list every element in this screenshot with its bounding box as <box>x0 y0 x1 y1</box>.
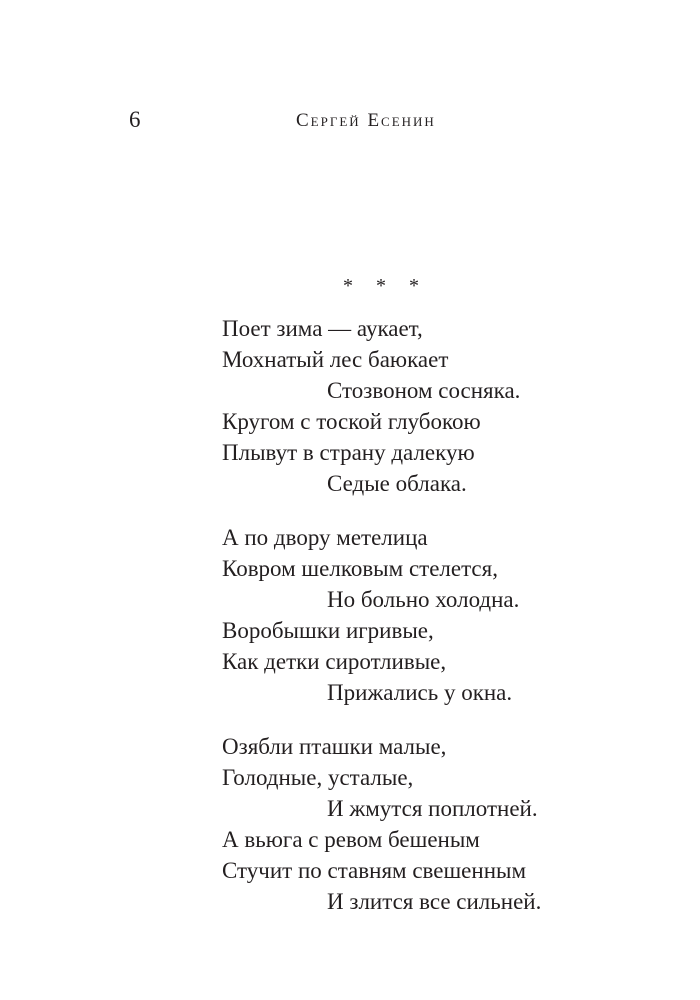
poem-line-indented: И злится все сильней. <box>327 889 542 914</box>
poem-asterism: * * * <box>343 275 428 297</box>
poem-line-indented: Прижались у окна. <box>327 680 513 705</box>
poem-line-indented: Седые облака. <box>327 471 467 496</box>
running-head-author: Сергей Есенин <box>296 110 436 131</box>
poem-line: Плывут в страну далекую <box>222 440 475 465</box>
poem-line: Кругом с тоской глубокою <box>222 409 481 434</box>
poem-line: Голодные, усталые, <box>222 765 414 790</box>
poem-line: Стучит по ставням свешенным <box>222 858 527 883</box>
poem-line: Как детки сиротливые, <box>222 649 447 674</box>
poem-line: Воробышки игривые, <box>222 618 434 643</box>
poem-line-indented: Но больно холодна. <box>327 587 520 612</box>
poem-line: Ковром шелковым стелется, <box>222 556 498 581</box>
poem-line: А вьюга с ревом бешеным <box>222 827 480 852</box>
poem-line: Озябли пташки малые, <box>222 734 447 759</box>
stanza-2 <box>222 522 682 708</box>
page-number: 6 <box>129 107 141 132</box>
poem-line: Мохнатый лес баюкает <box>222 347 449 372</box>
stanza-1 <box>222 313 682 499</box>
poem-line: Поет зима — аукает, <box>222 316 423 341</box>
poem-body <box>222 313 682 940</box>
poem-line-indented: И жмутся поплотней. <box>327 796 538 821</box>
stanza-3 <box>222 731 682 917</box>
poem-line-indented: Стозвоном сосняка. <box>327 378 521 403</box>
poem-line: А по двору метелица <box>222 525 428 550</box>
